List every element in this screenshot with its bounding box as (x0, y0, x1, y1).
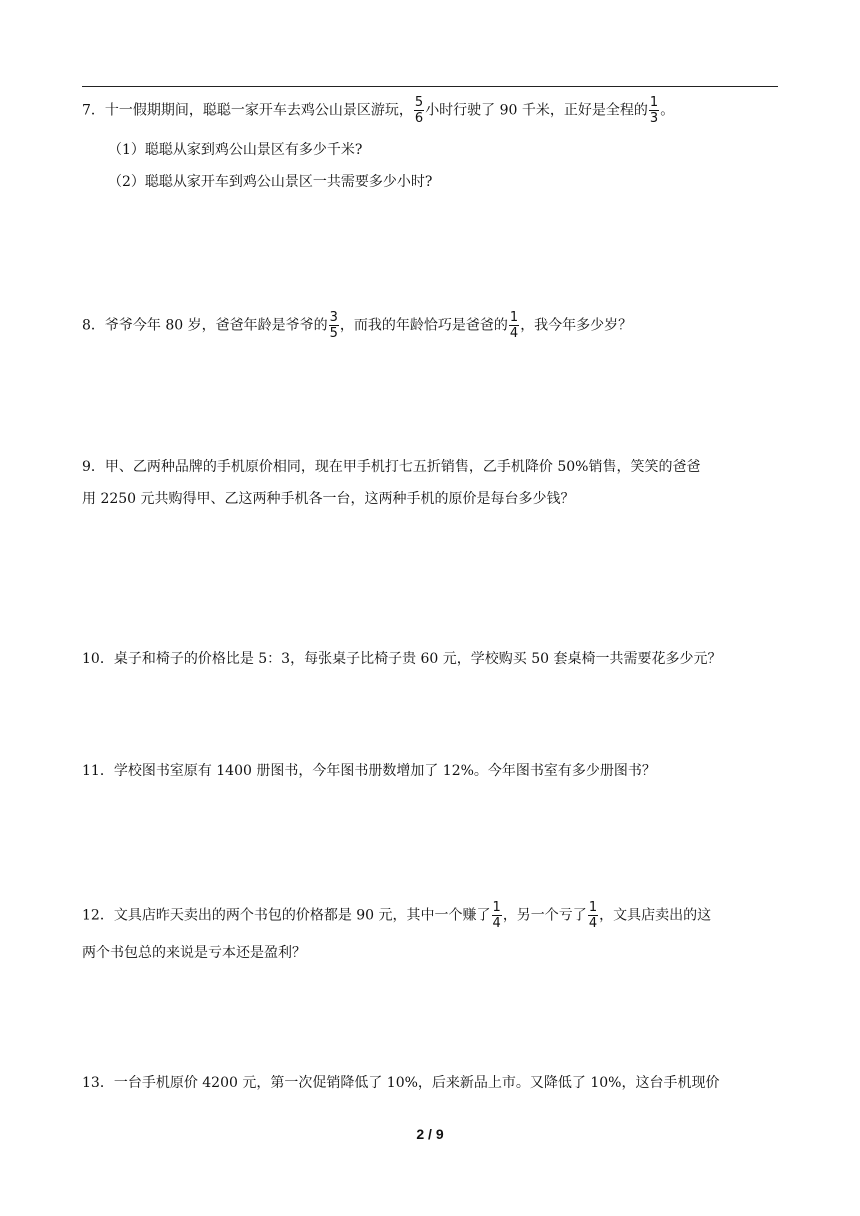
question-9-line-2: 用 2250 元共购得甲、乙这两种手机各一台，这两种手机的原价是每台多少钱？ (82, 491, 575, 507)
question-8 (82, 311, 632, 340)
question-8-text: ，我今年多少岁？ (520, 317, 633, 334)
question-9-line-1: 9．甲、乙两种品牌的手机原价相同，现在甲手机打七五折销售，乙手机降价 50%销售，笑笑的爸爸 (82, 459, 701, 475)
question-7-text: 。 (660, 102, 675, 119)
question-7 (82, 96, 674, 125)
question-7-text: 小时行驶了 90 千米，正好是全程的 (425, 102, 648, 119)
fraction: $\frac{1}{4}$ (588, 900, 598, 931)
fraction: $\frac{3}{5}$ (329, 310, 338, 341)
question-12-text: 12．文具店昨天卖出的两个书包的价格都是 90 元，其中一个赚了 (82, 907, 491, 924)
question-12-text: ，文具店卖出的这 (599, 907, 712, 924)
fraction: $\frac{1}{4}$ (492, 900, 501, 931)
question-7-text: 7．十一假期期间，聪聪一家开车去鸡公山景区游玩， (82, 102, 413, 119)
fraction: $\frac{5}{6}$ (414, 95, 424, 126)
fraction: $\frac{1}{3}$ (649, 95, 659, 126)
question-12-text: ，另一个亏了 (502, 907, 587, 924)
page-number: 2 / 9 (416, 1126, 444, 1142)
question-12-line-2: 两个书包总的来说是亏本还是盈利？ (82, 945, 306, 961)
question-7-part-1: （1）聪聪从家到鸡公山景区有多少千米? (108, 142, 363, 158)
header-rule (82, 86, 778, 87)
question-8-text: 8．爷爷今年 80 岁，爸爸年龄是爷爷的 (82, 317, 328, 334)
question-8-text: ，而我的年龄恰巧是爸爸的 (339, 317, 508, 334)
question-10: 10．桌子和椅子的价格比是 5：3，每张桌子比椅子贵 60 元，学校购买 50 套桌椅一共需要花多少元？ (82, 651, 722, 667)
question-7-part-2: （2）聪聪从家开车到鸡公山景区一共需要多少小时? (108, 174, 433, 190)
question-13: 13．一台手机原价 4200 元，第一次促销降低了 10%，后来新品上市。又降低了 10%，这台手机现价 (82, 1075, 720, 1091)
question-11: 11．学校图书室原有 1400 册图书，今年图书册数增加了 12%。今年图书室有多少册图书？ (82, 763, 656, 779)
question-12-line-1 (82, 901, 711, 930)
fraction: $\frac{1}{4}$ (509, 310, 519, 341)
